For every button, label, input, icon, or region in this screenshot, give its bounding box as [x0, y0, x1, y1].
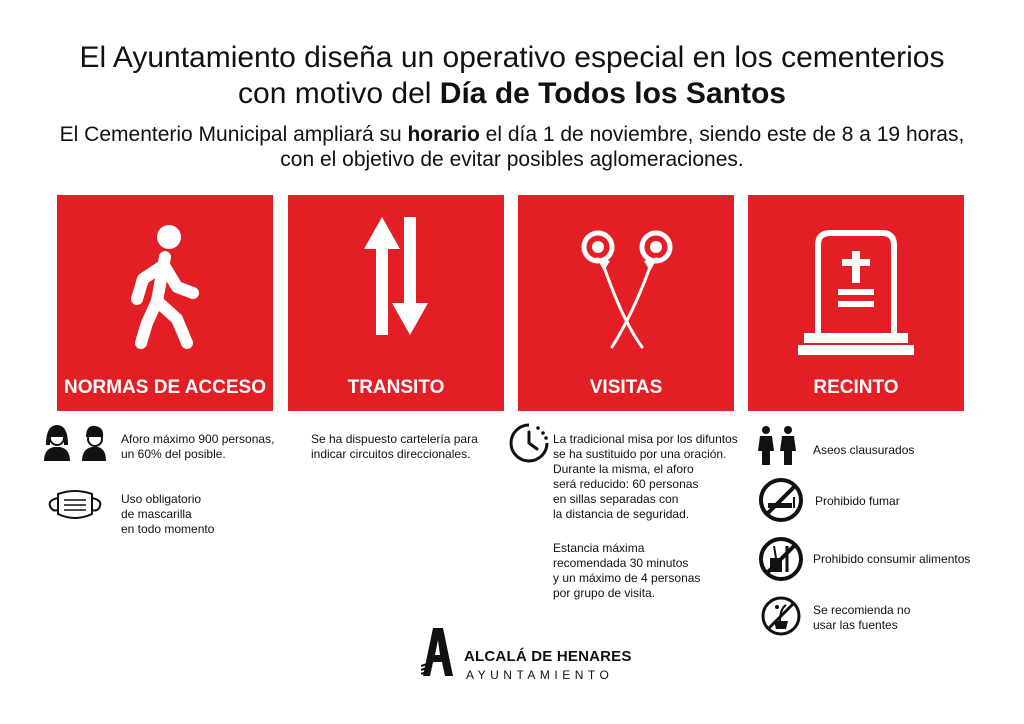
aforo-text [121, 432, 274, 462]
panel-label: NORMAS DE ACCESO [64, 377, 266, 398]
aseos-text: Aseos clausurados [813, 443, 915, 457]
text-line: Durante la misma, el aforo [553, 462, 694, 476]
text-line: La tradicional misa por los difuntos [553, 432, 738, 446]
alimentos-text: Prohibido consumir alimentos [813, 552, 971, 566]
clock-icon [508, 422, 550, 464]
restroom-people-icon [756, 425, 800, 467]
text-line: Aforo máximo 900 personas, [121, 432, 275, 446]
title-line-2 [0, 76, 1024, 112]
text-line: Uso obligatorio [121, 492, 202, 506]
panel-recinto [748, 195, 964, 411]
panel-label: TRANSITO [347, 377, 445, 398]
mascarilla-text [121, 492, 214, 537]
fuentes-text [813, 603, 910, 633]
logo-subtitle: AYUNTAMIENTO [466, 668, 614, 682]
transito-text [311, 432, 478, 462]
text-line: la distancia de seguridad. [553, 507, 690, 521]
panel-visitas [518, 195, 734, 411]
subtitle-line-1 [0, 122, 1024, 147]
subtitle-line-2: con el objetivo de evitar posibles aglomeraciones. [280, 148, 744, 171]
text-line: recomendada 30 minutos [553, 556, 689, 570]
text-line: un 60% del posible. [121, 447, 226, 461]
page-title [0, 40, 1024, 112]
text-line: y un máximo de 4 personas [553, 571, 701, 585]
title-line-2-bold: Día de Todos los Santos [439, 77, 786, 110]
logo-name: ALCALÁ DE HENARES [464, 648, 632, 665]
panel-normas-de-acceso [57, 195, 273, 411]
title-line-2-prefix: con motivo del [238, 77, 440, 110]
no-drinking-fountain-icon [760, 595, 802, 637]
text-line: en sillas separadas con [553, 492, 679, 506]
panel-label: VISITAS [589, 377, 663, 398]
text-line: usar las fuentes [813, 618, 898, 632]
text-line: Estancia máxima [553, 541, 645, 555]
subtitle-prefix: El Cementerio Municipal ampliará su [59, 123, 408, 146]
text-line: será reducido: 60 personas [553, 477, 699, 491]
title-line-1: El Ayuntamiento diseña un operativo especial en los cementerios [79, 41, 945, 74]
text-line: Se ha dispuesto cartelería para [311, 432, 478, 446]
no-food-icon [758, 536, 804, 582]
text-line: Se recomienda no [813, 603, 911, 617]
text-line: en todo momento [121, 522, 215, 536]
text-line: de mascarilla [121, 507, 192, 521]
fumar-text: Prohibido fumar [815, 494, 900, 508]
text-line: se ha sustituido por una oración. [553, 447, 727, 461]
no-smoking-icon [758, 477, 804, 523]
page-subtitle [0, 122, 1024, 172]
panel-transito [288, 195, 504, 411]
subtitle-bold: horario [407, 123, 480, 146]
people-faces-icon [38, 423, 108, 463]
subtitle-suffix: el día 1 de noviembre, siendo este de 8 a 19 horas, [479, 123, 965, 146]
text-line: indicar circuitos direccionales. [311, 447, 471, 461]
text-line: por grupo de visita. [553, 586, 656, 600]
panel-label: RECINTO [813, 377, 899, 398]
misa-text [553, 432, 738, 522]
face-mask-icon [46, 488, 104, 522]
estancia-text [553, 541, 700, 601]
ayuntamiento-logo-mark [421, 626, 465, 678]
